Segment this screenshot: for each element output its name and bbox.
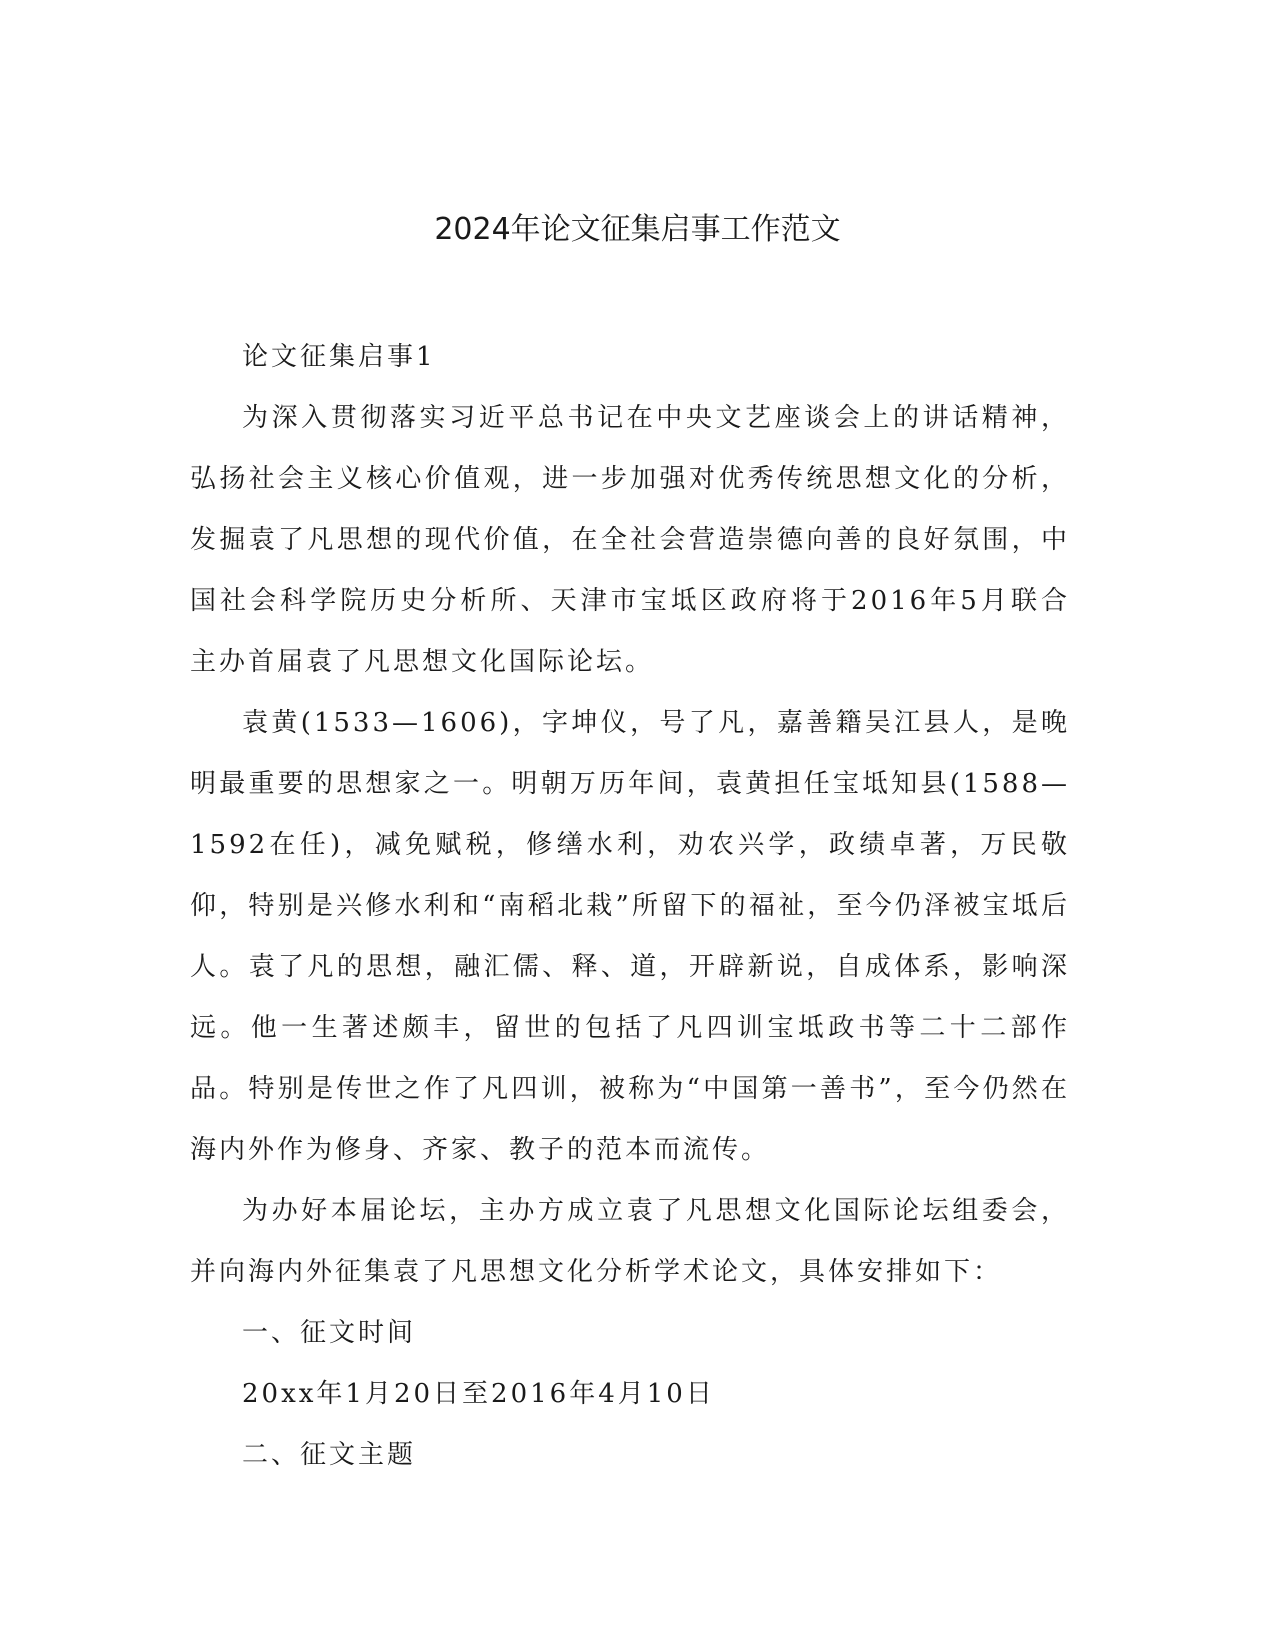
paragraph: 20xx年1月20日至2016年4月10日 [242, 1379, 715, 1409]
section-heading: 二、征文主题 [242, 1440, 417, 1470]
paragraph: 为深入贯彻落实习近平总书记在中央文艺座谈会上的讲话精神，弘扬社会主义核心价值观，进一步加强对优秀传统思想文化的分析，发掘袁了凡思想的现代价值，在全社会营造崇德向善的良好氛围，中国社会科学院历史分析所、天津市宝坻区政府将于2016年5月联合主办首届袁了凡思想文化国际论坛。 [190, 403, 1070, 677]
document-title: 2024年论文征集启事工作范文 [434, 212, 841, 247]
document-body [190, 327, 1070, 1486]
section-heading: 一、征文时间 [242, 1318, 417, 1348]
paragraph: 袁黄(1533—1606)，字坤仪，号了凡，嘉善籍吴江县人，是晚明最重要的思想家之一。明朝万历年间，袁黄担任宝坻知县(1588—1592在任)，减免赋税，修缮水利，劝农兴学，政绩卓著，万民敬仰，特别是兴修水利和“南稻北栽”所留下的福祉，至今仍泽被宝坻后人。袁了凡的思想，融汇儒、释、道，开辟新说，自成体系，影响深远。他一生著述颇丰，留世的包括了凡四训宝坻政书等二十二部作品。特别是传世之作了凡四训，被称为“中国第一善书”，至今仍然在海内外作为修身、齐家、教子的范本而流传。 [190, 708, 1070, 1165]
section-heading: 论文征集启事1 [242, 342, 436, 372]
paragraph: 为办好本届论坛，主办方成立袁了凡思想文化国际论坛组委会，并向海内外征集袁了凡思想文化分析学术论文，具体安排如下： [190, 1196, 1070, 1287]
